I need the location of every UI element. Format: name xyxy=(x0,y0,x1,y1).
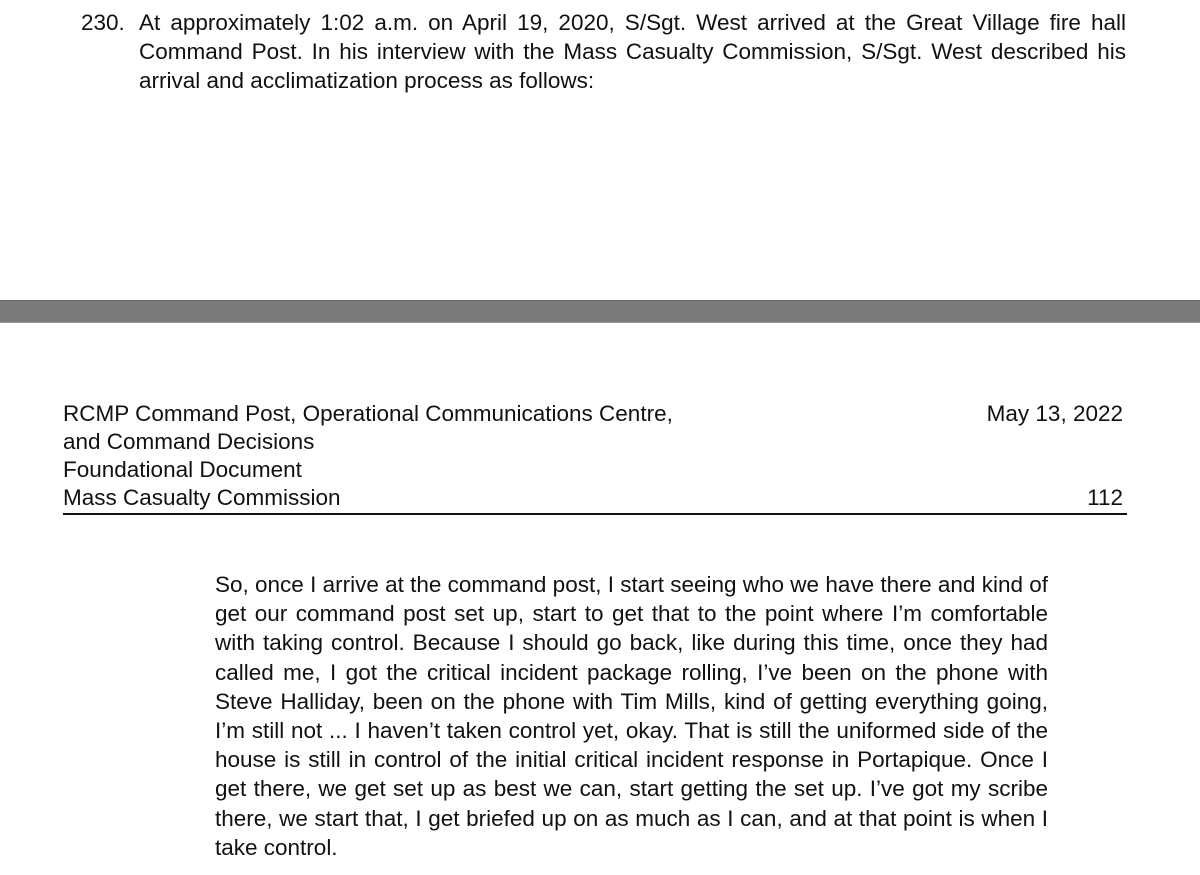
paragraph-number: 230. xyxy=(81,10,125,35)
footer-title-line: and Command Decisions xyxy=(63,429,315,454)
footer-title-line: Foundational Document xyxy=(63,457,302,482)
footer-page-number: 112 xyxy=(1087,485,1123,510)
page-footer xyxy=(63,400,1127,515)
footer-title-line: RCMP Command Post, Operational Communications Centre, xyxy=(63,401,673,426)
footer-title-line: Mass Casualty Commission xyxy=(63,485,341,510)
page-divider xyxy=(0,300,1200,323)
paragraph-230 xyxy=(81,8,1126,95)
footer-document-title xyxy=(63,400,673,512)
footer-date: May 13, 2022 xyxy=(986,401,1123,426)
block-quote: So, once I arrive at the command post, I start seeing who we have there and kind of get our command post set up, start to get that to the point where I’m comfortable with taking control. Because I should go back, like during this time, once they had called me, I got the critical incident package rolling, I’ve been on the phone with Steve Halliday, been on the phone with Tim Mills, kind of getting everything going, I’m still not ... I haven’t taken control yet, okay. That is still the uniformed side of the house is still in control of the initial critical incident response in Portapique. Once I get there, we get set up as best we can, start getting the set up. I’ve got my scribe there, we start that, I get briefed up on as much as I can, and at that point is when I take control. xyxy=(215,572,1048,860)
paragraph-text: At approximately 1:02 a.m. on April 19, 2020, S/Sgt. West arrived at the Great Village fire hall Command Post. In his interview with the Mass Casualty Commission, S/Sgt. West described his arrival and acclimatization process as follows: xyxy=(139,10,1126,93)
